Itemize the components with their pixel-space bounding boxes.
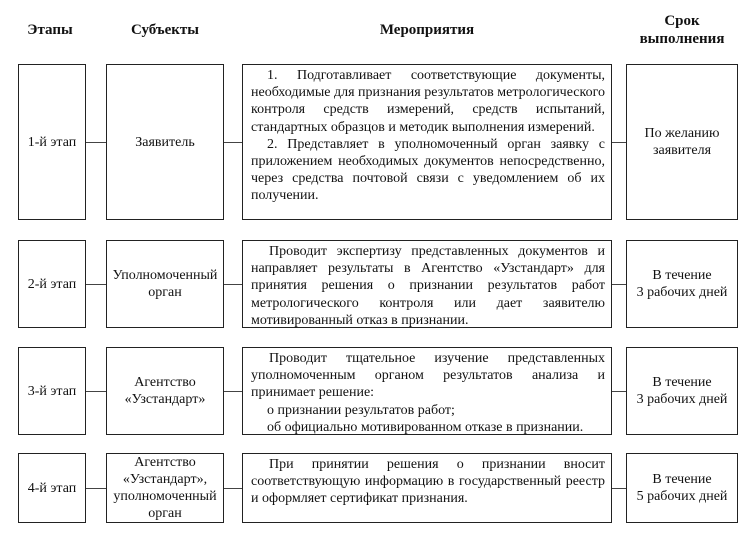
- stage-label: 2-й этап: [27, 276, 77, 292]
- subject-box: [106, 347, 224, 435]
- connector-line: [224, 142, 242, 143]
- stage-box: [18, 453, 86, 523]
- connector-line: [86, 142, 106, 143]
- deadline-box: [626, 64, 738, 220]
- connector-line: [86, 391, 106, 392]
- connector-line: [612, 284, 626, 285]
- connector-line: [224, 488, 242, 489]
- stage-label: 4-й этап: [27, 480, 77, 496]
- stage-box: [18, 64, 86, 220]
- measure-item: При принятии решения о признании вносит соответствующую информацию в государственный реестр и оформляет сертификат признания.: [251, 457, 605, 507]
- header-measures: Мероприятия: [379, 22, 475, 38]
- measure-item: об официально мотивированном отказе в признании.: [267, 419, 584, 435]
- measure-item: 2. Представляет в уполномоченный орган заявку с приложением необходимых документов непосредственно, через средства почтовой связи с уведомлением об их получении.: [251, 136, 605, 204]
- subject-box: [106, 64, 224, 220]
- stage-box: [18, 240, 86, 328]
- deadline-box: [626, 453, 738, 523]
- measure-item: Проводит экспертизу представленных документов и направляет результаты в Агентство «Узстандарт» для принятия решения о признании результатов работ метрологического контроля или дает заявителю мотивированный отказ в признании.: [251, 244, 605, 328]
- measure-item: о признании результатов работ;: [267, 402, 455, 418]
- deadline-box: [626, 240, 738, 328]
- header-subjects: Субъекты: [130, 22, 199, 38]
- measures-box: [242, 64, 612, 220]
- deadline-label: В течение 5 рабочих дней: [636, 472, 728, 504]
- stage-label: 3-й этап: [27, 383, 77, 399]
- subject-label: Уполномоченный орган: [112, 268, 218, 300]
- connector-line: [224, 391, 242, 392]
- measure-item: Проводит тщательное изучение представленных уполномоченным органом результатов анализа и принимает решение:: [251, 351, 605, 401]
- measures-box: [242, 240, 612, 328]
- connector-line: [224, 284, 242, 285]
- subject-box: [106, 453, 224, 523]
- stage-box: [18, 347, 86, 435]
- header-stages: Этапы: [27, 22, 73, 38]
- subject-label: Заявитель: [135, 134, 195, 150]
- deadline-label: По желанию заявителя: [644, 126, 720, 158]
- connector-line: [612, 488, 626, 489]
- measure-item: 1. Подготавливает соответствующие документы, необходимые для признания результатов метрологического контроля средств измерений, средств испытаний, стандартных образцов и методик выполнения измерений.: [251, 68, 605, 135]
- subject-box: [106, 240, 224, 328]
- connector-line: [612, 142, 626, 143]
- stage-label: 1-й этап: [27, 134, 77, 150]
- deadline-label: В течение 3 рабочих дней: [636, 268, 728, 300]
- connector-line: [86, 284, 106, 285]
- header-deadline: Срок выполнения: [639, 13, 725, 47]
- deadline-box: [626, 347, 738, 435]
- subject-label: Агентство «Узстандарт»: [124, 375, 206, 407]
- measures-box: [242, 453, 612, 523]
- deadline-label: В течение 3 рабочих дней: [636, 375, 728, 407]
- subject-label: Агентство «Узстандарт», уполномоченный орган: [113, 455, 217, 521]
- measures-box: [242, 347, 612, 435]
- connector-line: [612, 391, 626, 392]
- connector-line: [86, 488, 106, 489]
